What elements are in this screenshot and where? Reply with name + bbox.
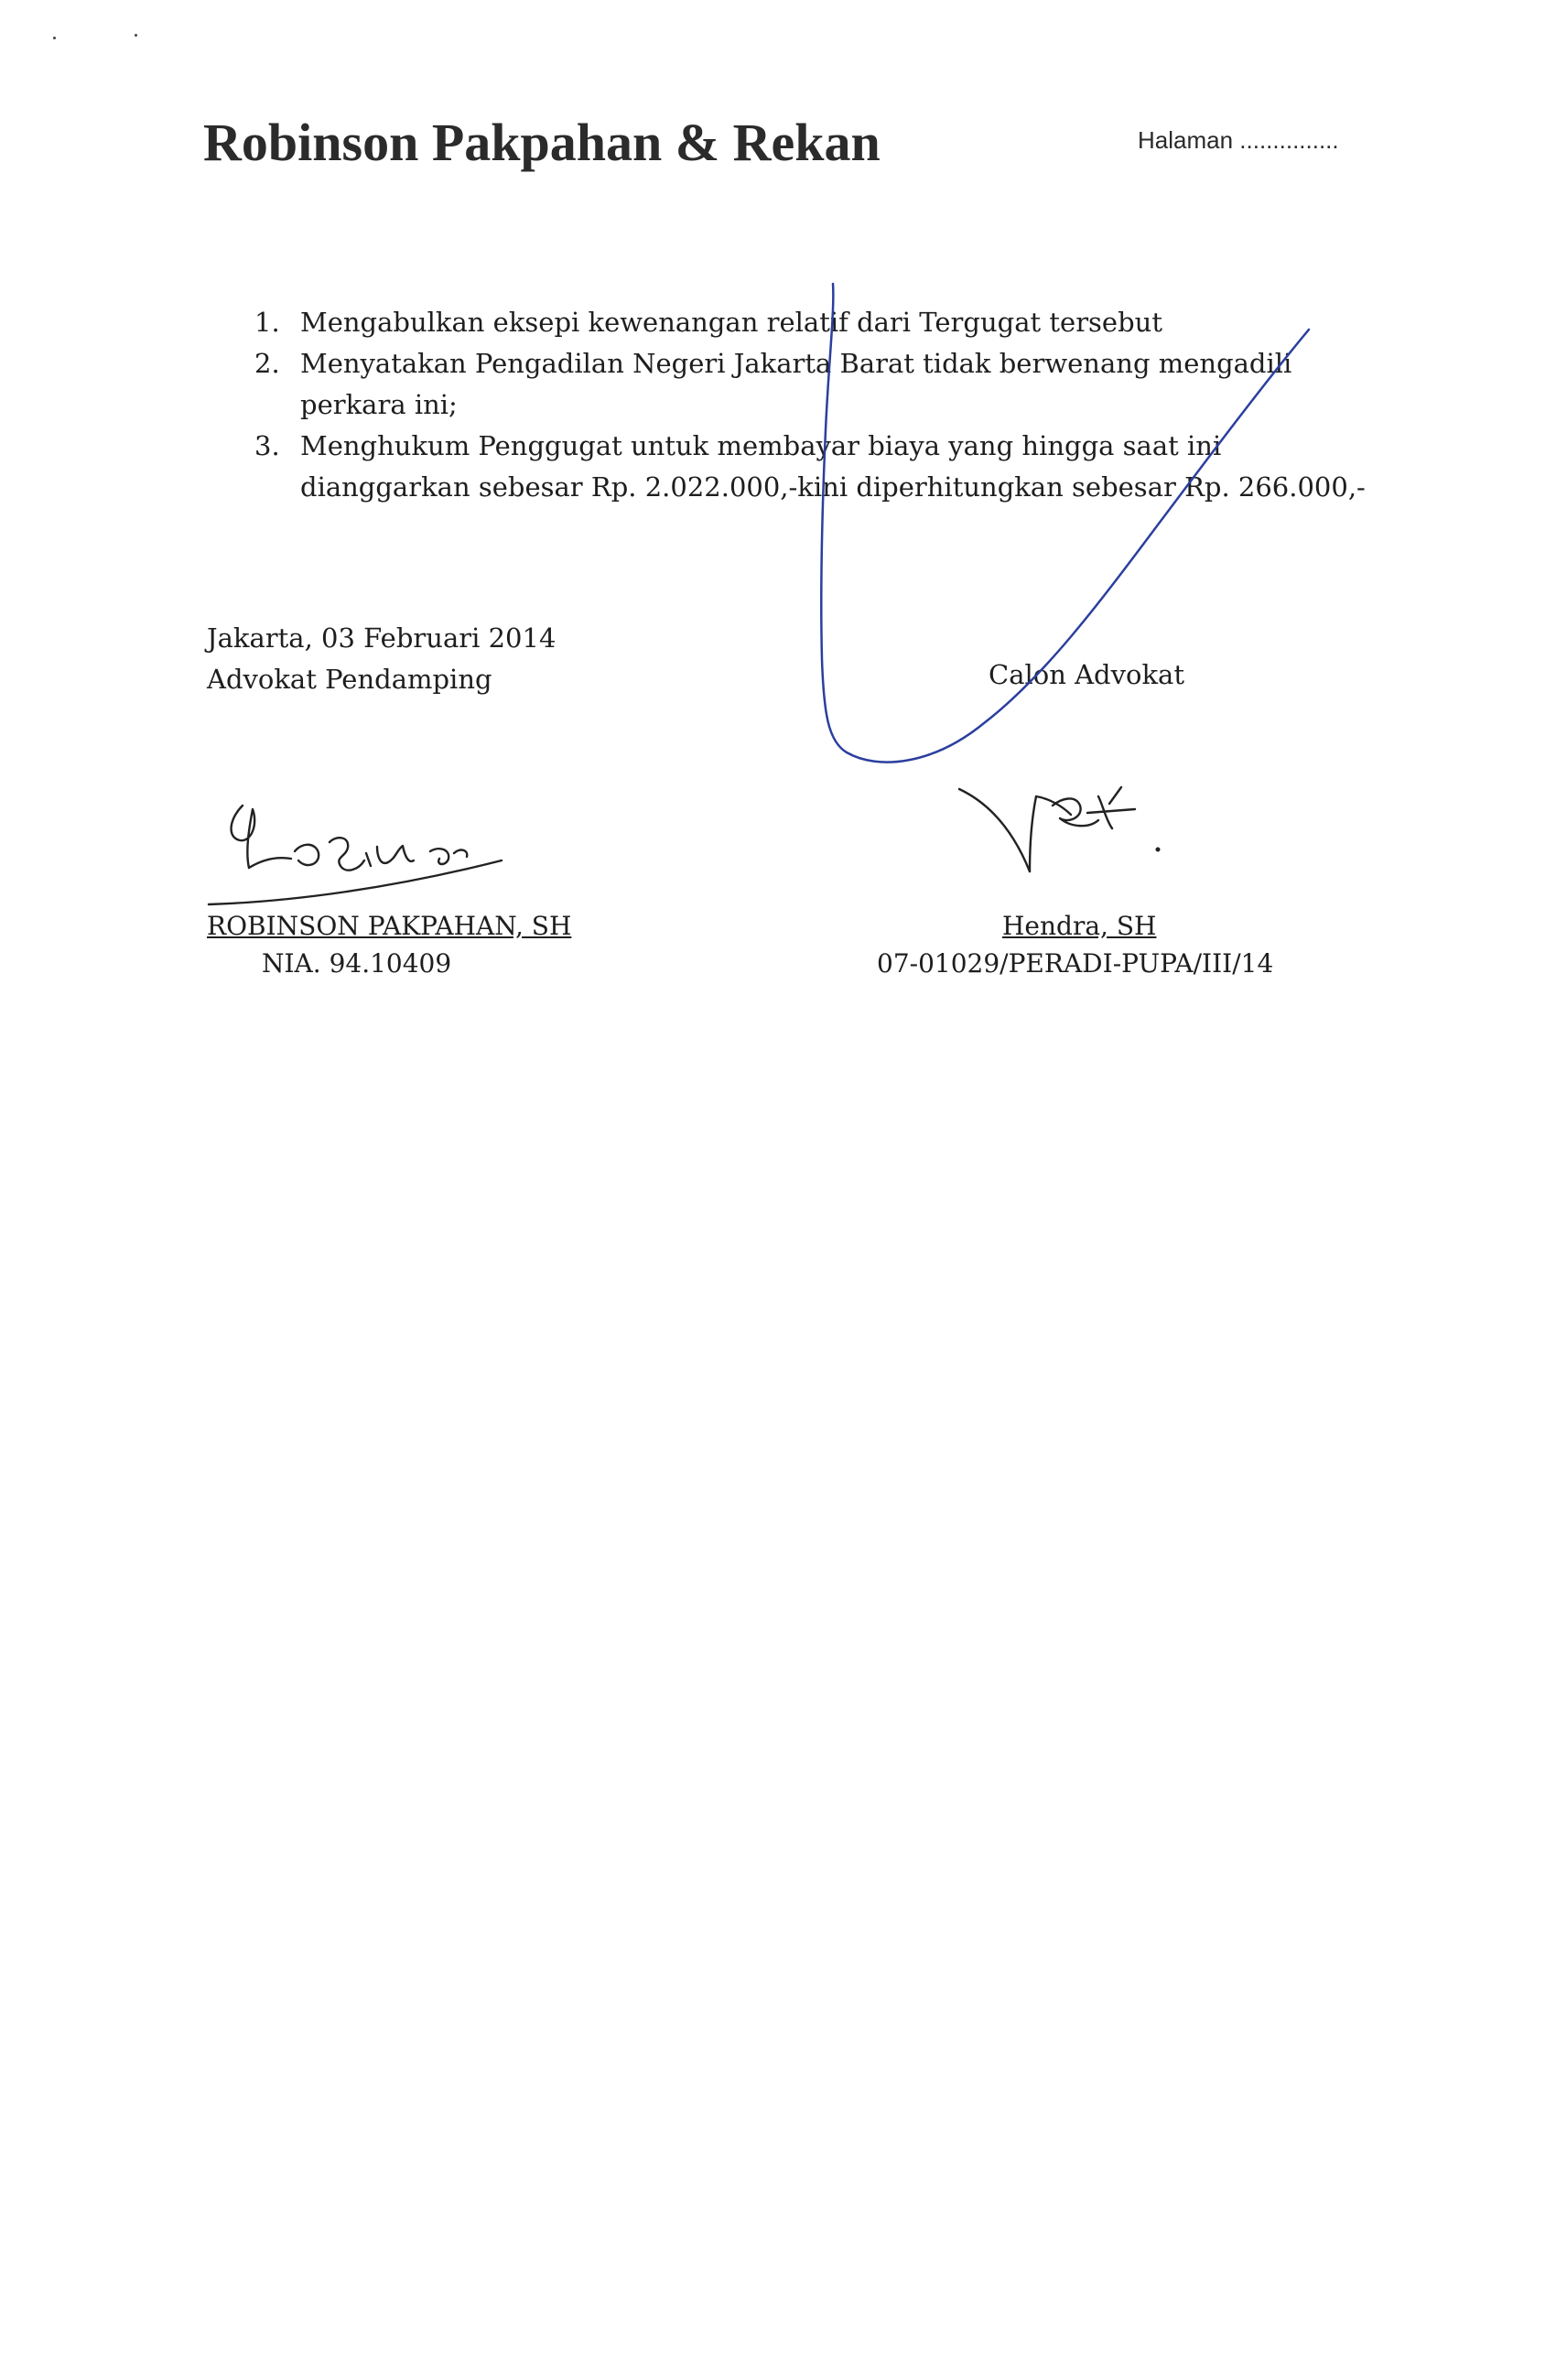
right-signature <box>959 787 1161 871</box>
list-item-text: Mengabulkan eksepi kewenangan relatif dari Tergugat tersebut <box>300 307 1162 338</box>
closing-block <box>207 618 556 700</box>
list-item-text: Menghukum Penggugat untuk membayar biaya yang hingga saat ini dianggarkan sebesar Rp. 2.022.000,-kini diperhitungkan sebesar Rp. 266.000,- <box>300 430 1366 503</box>
list-item-number: 1. <box>254 307 280 338</box>
list-item <box>254 426 1371 508</box>
right-signatory-id: 07-01029/PERADI-PUPA/III/14 <box>877 948 1274 979</box>
petitum-list <box>254 302 1371 508</box>
list-item-number: 3. <box>254 430 280 461</box>
firm-letterhead: Robinson Pakpahan & Rekan <box>203 113 881 172</box>
page-number-label: Halaman ............... <box>1138 126 1339 154</box>
left-signatory-id: NIA. 94.10409 <box>262 948 452 979</box>
right-role-title: Calon Advokat <box>989 659 1184 690</box>
list-item-text: Menyatakan Pengadilan Negeri Jakarta Barat tidak berwenang mengadili perkara ini; <box>300 348 1292 420</box>
list-item <box>254 343 1371 426</box>
left-signature <box>209 806 502 904</box>
place-date: Jakarta, 03 Februari 2014 <box>207 622 556 654</box>
list-item <box>254 302 1371 343</box>
right-signatory-name: Hendra, SH <box>1002 911 1157 941</box>
list-item-number: 2. <box>254 348 280 379</box>
left-signatory-name: ROBINSON PAKPAHAN, SH <box>207 911 572 941</box>
left-role-title: Advokat Pendamping <box>207 664 492 695</box>
